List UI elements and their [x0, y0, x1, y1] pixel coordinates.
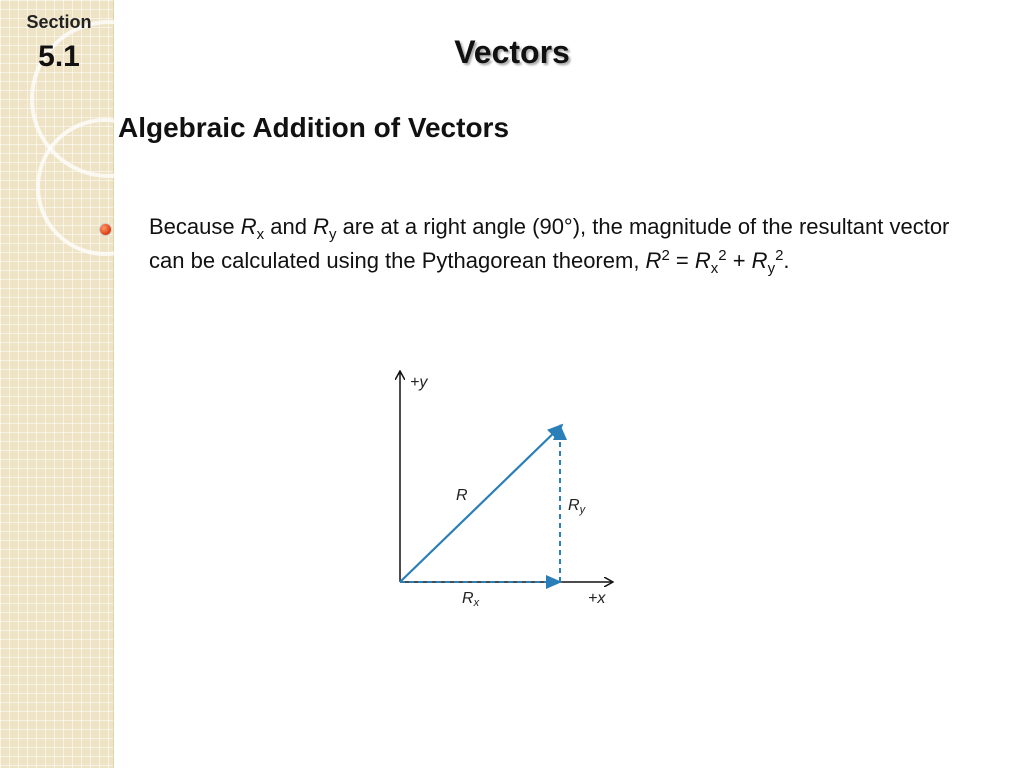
resultant-label: R	[456, 487, 468, 504]
section-label: Section	[26, 12, 92, 32]
bullet-text: Because $R_x$ and $R_y$ are at a right angle (90°), the magnitude of the resultant vector can be calculated using the Pythagorean theorem, $R^2 = R_x^2 + R_y^2$.	[149, 214, 950, 277]
section-number: 5.1	[38, 40, 80, 73]
bullet-icon	[100, 224, 111, 235]
y-axis-label: +y	[410, 374, 428, 391]
slide-subtitle: Algebraic Addition of Vectors	[118, 112, 510, 143]
ry-label: Ry	[568, 497, 586, 516]
x-axis-label: +x	[588, 590, 606, 607]
rx-label: Rx	[462, 590, 480, 609]
sidebar-decoration	[0, 0, 114, 768]
resultant-vector	[400, 425, 562, 582]
slide-title: Vectors	[454, 34, 570, 70]
vector-diagram	[370, 360, 630, 620]
